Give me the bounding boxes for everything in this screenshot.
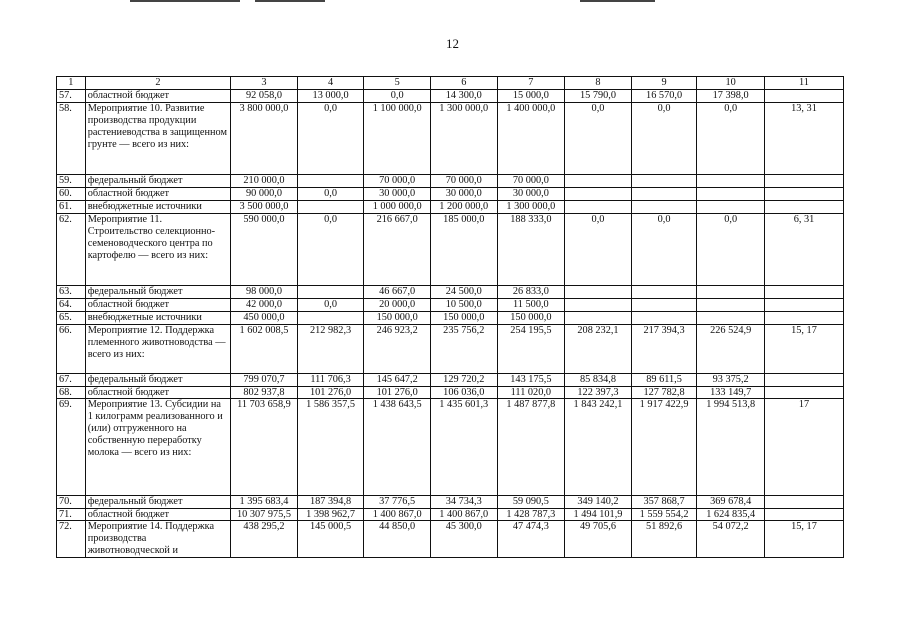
value-year-3: 1 200 000,0 — [430, 201, 497, 214]
value-year-4: 15 000,0 — [497, 89, 565, 102]
value-year-6: 1 559 554,2 — [631, 508, 697, 521]
value-year-5: 49 705,6 — [565, 521, 632, 558]
value-year-7: 133 149,7 — [697, 386, 765, 399]
value-total: 3 500 000,0 — [231, 201, 298, 214]
row-number: 61. — [57, 201, 86, 214]
value-year-5: 1 843 242,1 — [565, 399, 632, 495]
value-year-1: 1 586 357,5 — [297, 399, 364, 495]
value-year-6 — [631, 175, 697, 188]
column-header: 11 — [764, 77, 843, 90]
value-year-3: 1 400 867,0 — [430, 508, 497, 521]
value-year-7: 0,0 — [697, 213, 765, 285]
target-indicators — [764, 508, 843, 521]
value-year-1 — [297, 286, 364, 299]
value-year-5 — [565, 175, 632, 188]
column-header: 4 — [297, 77, 364, 90]
value-year-2: 1 000 000,0 — [364, 201, 431, 214]
value-total: 90 000,0 — [231, 188, 298, 201]
value-year-3: 150 000,0 — [430, 312, 497, 325]
value-year-2: 1 438 643,5 — [364, 399, 431, 495]
row-name: внебюджетные источники — [85, 201, 231, 214]
value-year-2: 1 400 867,0 — [364, 508, 431, 521]
column-header: 7 — [497, 77, 565, 90]
value-year-4: 59 090,5 — [497, 495, 565, 508]
value-year-3: 185 000,0 — [430, 213, 497, 285]
table-row — [57, 89, 844, 102]
row-name: Мероприятие 12. Поддержка племенного животноводства — всего из них: — [85, 325, 231, 374]
column-header: 1 — [57, 77, 86, 90]
target-indicators — [764, 89, 843, 102]
value-total: 802 937,8 — [231, 386, 298, 399]
value-year-7: 17 398,0 — [697, 89, 765, 102]
table-row — [57, 495, 844, 508]
value-year-7 — [697, 188, 765, 201]
row-number: 62. — [57, 213, 86, 285]
value-year-1: 101 276,0 — [297, 386, 364, 399]
column-header: 5 — [364, 77, 431, 90]
target-indicators: 13, 31 — [764, 102, 843, 174]
row-number: 60. — [57, 188, 86, 201]
row-name: федеральный бюджет — [85, 175, 231, 188]
target-indicators — [764, 495, 843, 508]
value-year-1: 212 982,3 — [297, 325, 364, 374]
target-indicators: 17 — [764, 399, 843, 495]
value-year-4: 143 175,5 — [497, 373, 565, 386]
value-year-1: 0,0 — [297, 188, 364, 201]
value-year-4: 70 000,0 — [497, 175, 565, 188]
value-year-4: 1 487 877,8 — [497, 399, 565, 495]
value-year-3: 24 500,0 — [430, 286, 497, 299]
table-row — [57, 299, 844, 312]
value-total: 1 395 683,4 — [231, 495, 298, 508]
row-name: Мероприятие 10. Развитие производства продукции растениеводства в защищенном грунте — всего из них: — [85, 102, 231, 174]
table-row — [57, 399, 844, 495]
value-year-4: 11 500,0 — [497, 299, 565, 312]
value-year-2: 101 276,0 — [364, 386, 431, 399]
column-header: 3 — [231, 77, 298, 90]
column-header: 2 — [85, 77, 231, 90]
value-year-4: 1 300 000,0 — [497, 201, 565, 214]
value-year-5 — [565, 188, 632, 201]
value-year-6: 16 570,0 — [631, 89, 697, 102]
value-year-5 — [565, 312, 632, 325]
value-year-7 — [697, 299, 765, 312]
value-year-6: 127 782,8 — [631, 386, 697, 399]
value-year-3: 1 300 000,0 — [430, 102, 497, 174]
value-year-1: 145 000,5 — [297, 521, 364, 558]
row-number: 69. — [57, 399, 86, 495]
value-total: 10 307 975,5 — [231, 508, 298, 521]
value-year-6: 217 394,3 — [631, 325, 697, 374]
value-total: 438 295,2 — [231, 521, 298, 558]
value-year-7 — [697, 312, 765, 325]
value-year-2: 145 647,2 — [364, 373, 431, 386]
table-row — [57, 312, 844, 325]
row-number: 72. — [57, 521, 86, 558]
value-year-6 — [631, 312, 697, 325]
value-year-5: 208 232,1 — [565, 325, 632, 374]
value-year-6 — [631, 286, 697, 299]
value-year-6: 0,0 — [631, 102, 697, 174]
target-indicators: 6, 31 — [764, 213, 843, 285]
target-indicators: 15, 17 — [764, 521, 843, 558]
value-total: 42 000,0 — [231, 299, 298, 312]
row-name: областной бюджет — [85, 508, 231, 521]
value-year-3: 14 300,0 — [430, 89, 497, 102]
table-row — [57, 188, 844, 201]
row-number: 59. — [57, 175, 86, 188]
value-year-5: 122 397,3 — [565, 386, 632, 399]
value-year-5: 15 790,0 — [565, 89, 632, 102]
value-year-2: 70 000,0 — [364, 175, 431, 188]
value-year-2: 150 000,0 — [364, 312, 431, 325]
row-number: 65. — [57, 312, 86, 325]
value-year-4: 150 000,0 — [497, 312, 565, 325]
row-name: областной бюджет — [85, 188, 231, 201]
value-total: 98 000,0 — [231, 286, 298, 299]
row-number: 64. — [57, 299, 86, 312]
table-row — [57, 508, 844, 521]
value-year-5: 349 140,2 — [565, 495, 632, 508]
value-year-4: 111 020,0 — [497, 386, 565, 399]
value-year-5 — [565, 201, 632, 214]
row-name: Мероприятие 11. Строительство селекционно-семеноводческого центра по картофелю — всего из них: — [85, 213, 231, 285]
value-year-7: 0,0 — [697, 102, 765, 174]
value-year-1: 0,0 — [297, 102, 364, 174]
column-header: 6 — [430, 77, 497, 90]
column-header: 9 — [631, 77, 697, 90]
table-row — [57, 175, 844, 188]
row-number: 66. — [57, 325, 86, 374]
value-year-1: 187 394,8 — [297, 495, 364, 508]
value-year-2: 30 000,0 — [364, 188, 431, 201]
row-number: 67. — [57, 373, 86, 386]
value-total: 590 000,0 — [231, 213, 298, 285]
value-year-7 — [697, 175, 765, 188]
value-year-3: 1 435 601,3 — [430, 399, 497, 495]
value-year-7 — [697, 286, 765, 299]
row-name: Мероприятие 13. Субсидии на 1 килограмм реализованного и (или) отгруженного на собственную переработку молока — всего из них: — [85, 399, 231, 495]
value-year-3: 45 300,0 — [430, 521, 497, 558]
value-year-1: 0,0 — [297, 299, 364, 312]
value-year-1: 111 706,3 — [297, 373, 364, 386]
value-year-3: 34 734,3 — [430, 495, 497, 508]
value-year-3: 106 036,0 — [430, 386, 497, 399]
value-total: 11 703 658,9 — [231, 399, 298, 495]
target-indicators — [764, 312, 843, 325]
row-name: внебюджетные источники — [85, 312, 231, 325]
value-year-4: 254 195,5 — [497, 325, 565, 374]
value-year-7: 1 624 835,4 — [697, 508, 765, 521]
value-year-1: 1 398 962,7 — [297, 508, 364, 521]
row-number: 70. — [57, 495, 86, 508]
target-indicators — [764, 299, 843, 312]
budget-table — [56, 76, 844, 558]
value-total: 92 058,0 — [231, 89, 298, 102]
table-row — [57, 286, 844, 299]
value-year-4: 1 400 000,0 — [497, 102, 565, 174]
row-name: Мероприятие 14. Поддержка производства животноводческой и — [85, 521, 231, 558]
row-name: областной бюджет — [85, 386, 231, 399]
value-year-3: 129 720,2 — [430, 373, 497, 386]
target-indicators — [764, 175, 843, 188]
row-name: областной бюджет — [85, 89, 231, 102]
value-total: 1 602 008,5 — [231, 325, 298, 374]
value-year-6 — [631, 188, 697, 201]
value-year-6 — [631, 201, 697, 214]
value-year-6: 357 868,7 — [631, 495, 697, 508]
table-row — [57, 386, 844, 399]
value-year-5: 0,0 — [565, 102, 632, 174]
table-row — [57, 213, 844, 285]
value-total: 450 000,0 — [231, 312, 298, 325]
row-number: 57. — [57, 89, 86, 102]
target-indicators — [764, 188, 843, 201]
value-year-5 — [565, 299, 632, 312]
page-number: 12 — [446, 36, 459, 51]
value-year-2: 0,0 — [364, 89, 431, 102]
value-year-6: 0,0 — [631, 213, 697, 285]
table-row — [57, 373, 844, 386]
table-row — [57, 325, 844, 374]
row-name: федеральный бюджет — [85, 495, 231, 508]
value-total: 799 070,7 — [231, 373, 298, 386]
value-year-7: 369 678,4 — [697, 495, 765, 508]
value-year-5 — [565, 286, 632, 299]
value-year-5: 85 834,8 — [565, 373, 632, 386]
value-year-4: 47 474,3 — [497, 521, 565, 558]
value-year-2: 216 667,0 — [364, 213, 431, 285]
value-year-7: 1 994 513,8 — [697, 399, 765, 495]
value-year-1 — [297, 201, 364, 214]
target-indicators — [764, 386, 843, 399]
row-name: федеральный бюджет — [85, 286, 231, 299]
row-number: 71. — [57, 508, 86, 521]
value-year-7: 226 524,9 — [697, 325, 765, 374]
value-year-2: 1 100 000,0 — [364, 102, 431, 174]
value-year-2: 44 850,0 — [364, 521, 431, 558]
value-year-2: 37 776,5 — [364, 495, 431, 508]
value-year-5: 1 494 101,9 — [565, 508, 632, 521]
value-year-7: 93 375,2 — [697, 373, 765, 386]
value-year-2: 46 667,0 — [364, 286, 431, 299]
row-number: 68. — [57, 386, 86, 399]
value-year-3: 70 000,0 — [430, 175, 497, 188]
value-year-6: 1 917 422,9 — [631, 399, 697, 495]
value-year-1: 0,0 — [297, 213, 364, 285]
row-name: федеральный бюджет — [85, 373, 231, 386]
target-indicators — [764, 373, 843, 386]
value-year-6: 89 611,5 — [631, 373, 697, 386]
table-row — [57, 521, 844, 558]
target-indicators: 15, 17 — [764, 325, 843, 374]
value-year-3: 10 500,0 — [430, 299, 497, 312]
row-number: 63. — [57, 286, 86, 299]
value-year-2: 246 923,2 — [364, 325, 431, 374]
value-total: 210 000,0 — [231, 175, 298, 188]
target-indicators — [764, 201, 843, 214]
value-year-3: 30 000,0 — [430, 188, 497, 201]
value-year-1 — [297, 312, 364, 325]
table-header-row — [57, 77, 844, 90]
value-year-6 — [631, 299, 697, 312]
target-indicators — [764, 286, 843, 299]
row-number: 58. — [57, 102, 86, 174]
value-year-1 — [297, 175, 364, 188]
scan-top-edge — [0, 0, 905, 4]
value-year-2: 20 000,0 — [364, 299, 431, 312]
value-year-3: 235 756,2 — [430, 325, 497, 374]
value-year-4: 188 333,0 — [497, 213, 565, 285]
row-name: областной бюджет — [85, 299, 231, 312]
column-header: 10 — [697, 77, 765, 90]
value-year-4: 26 833,0 — [497, 286, 565, 299]
value-year-1: 13 000,0 — [297, 89, 364, 102]
table-row — [57, 102, 844, 174]
value-total: 3 800 000,0 — [231, 102, 298, 174]
value-year-7: 54 072,2 — [697, 521, 765, 558]
value-year-4: 1 428 787,3 — [497, 508, 565, 521]
value-year-5: 0,0 — [565, 213, 632, 285]
column-header: 8 — [565, 77, 632, 90]
value-year-7 — [697, 201, 765, 214]
value-year-4: 30 000,0 — [497, 188, 565, 201]
value-year-6: 51 892,6 — [631, 521, 697, 558]
table-row — [57, 201, 844, 214]
